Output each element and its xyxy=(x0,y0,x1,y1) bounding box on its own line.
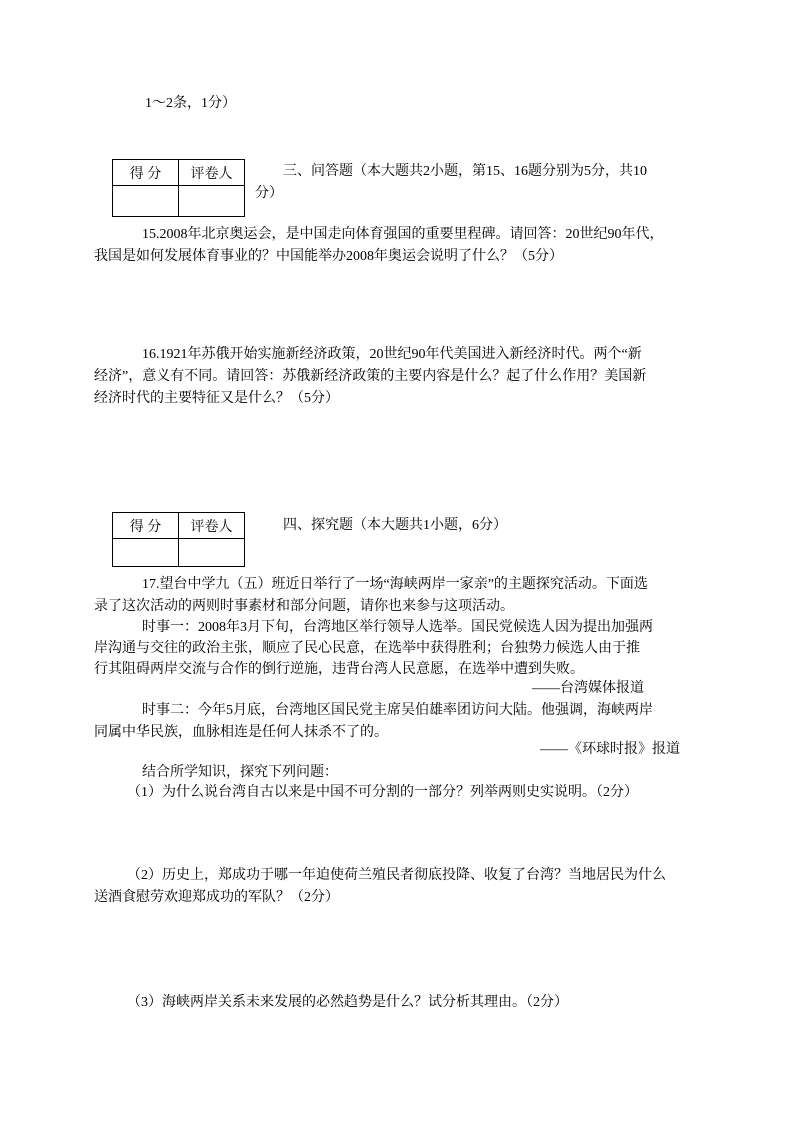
event-one-line-1: 时事一：2008年3月下旬，台湾地区举行领导人选举。国民党候选人因为提出加强两 xyxy=(142,620,653,635)
event-one-line-3: 行其阻碍两岸交流与合作的倒行逆施，违背台湾人民意愿，在选举中遭到失败。 xyxy=(94,662,584,677)
question-17-line-2: 录了这次活动的两则时事素材和部分问题，请你也来参与这项活动。 xyxy=(94,599,514,614)
explore-instruction: 结合所学知识，探究下列问题： xyxy=(142,765,338,780)
grader-value-cell xyxy=(179,539,245,567)
question-15-line-1: 15.2008年北京奥运会，是中国走向体育强国的重要里程碑。请回答：20世纪90年代， xyxy=(142,227,664,242)
section-three-heading-line-2: 分） xyxy=(255,186,283,201)
score-table-section-four xyxy=(112,512,245,567)
score-label-cell: 得 分 xyxy=(113,160,179,186)
event-one-line-2: 岸沟通与交往的政治主张，顺应了民心民意，在选举中获得胜利；台独势力候选人由于推 xyxy=(94,641,640,656)
question-15-line-2: 我国是如何发展体育事业的？中国能举办2008年奥运会说明了什么？（5分） xyxy=(94,249,563,264)
grader-value-cell xyxy=(179,186,245,217)
question-16-line-3: 经济时代的主要特征又是什么？（5分） xyxy=(94,391,339,406)
question-16-line-1: 16.1921年苏俄开始实施新经济政策，20世纪90年代美国进入新经济时代。两个“新 xyxy=(142,347,642,362)
grader-label-cell: 评卷人 xyxy=(179,160,245,186)
score-value-cell xyxy=(113,539,179,567)
event-two-line-1: 时事二：今年5月底，台湾地区国民党主席吴伯雄率团访问大陆。他强调，海峡两岸 xyxy=(142,703,653,718)
grader-label-cell: 评卷人 xyxy=(179,513,245,539)
score-value-cell xyxy=(113,186,179,217)
sub-question-3: （3）海峡两岸关系未来发展的必然趋势是什么？试分析其理由。（2分） xyxy=(127,995,568,1010)
fragment-line: 1～2条，1分） xyxy=(145,96,236,111)
score-label-cell: 得 分 xyxy=(113,513,179,539)
event-two-line-2: 同属中华民族，血脉相连是任何人抹杀不了的。 xyxy=(94,725,388,740)
sub-question-2-line-2: 送酒食慰劳欢迎郑成功的军队？（2分） xyxy=(94,890,339,905)
section-four-heading: 四、探究题（本大题共1小题，6分） xyxy=(283,518,507,533)
sub-question-2-line-1: （2）历史上，郑成功于哪一年迫使荷兰殖民者彻底投降、收复了台湾？当地居民为什么 xyxy=(127,868,666,883)
score-table-section-three xyxy=(112,159,245,217)
question-17-line-1: 17.望台中学九（五）班近日举行了一场“海峡两岸一家亲”的主题探究活动。下面选 xyxy=(142,577,648,592)
section-three-heading-line-1: 三、问答题（本大题共2小题，第15、16题分别为5分，共10 xyxy=(283,164,647,179)
question-16-line-2: 经济”，意义有不同。请回答：苏俄新经济政策的主要内容是什么？起了什么作用？美国新 xyxy=(94,369,647,384)
event-one-source: ——台湾媒体报道 xyxy=(532,681,644,696)
event-two-source: ——《环球时报》报道 xyxy=(540,742,680,757)
sub-question-1: （1）为什么说台湾自古以来是中国不可分割的一部分？列举两则史实说明。（2分） xyxy=(127,785,638,800)
